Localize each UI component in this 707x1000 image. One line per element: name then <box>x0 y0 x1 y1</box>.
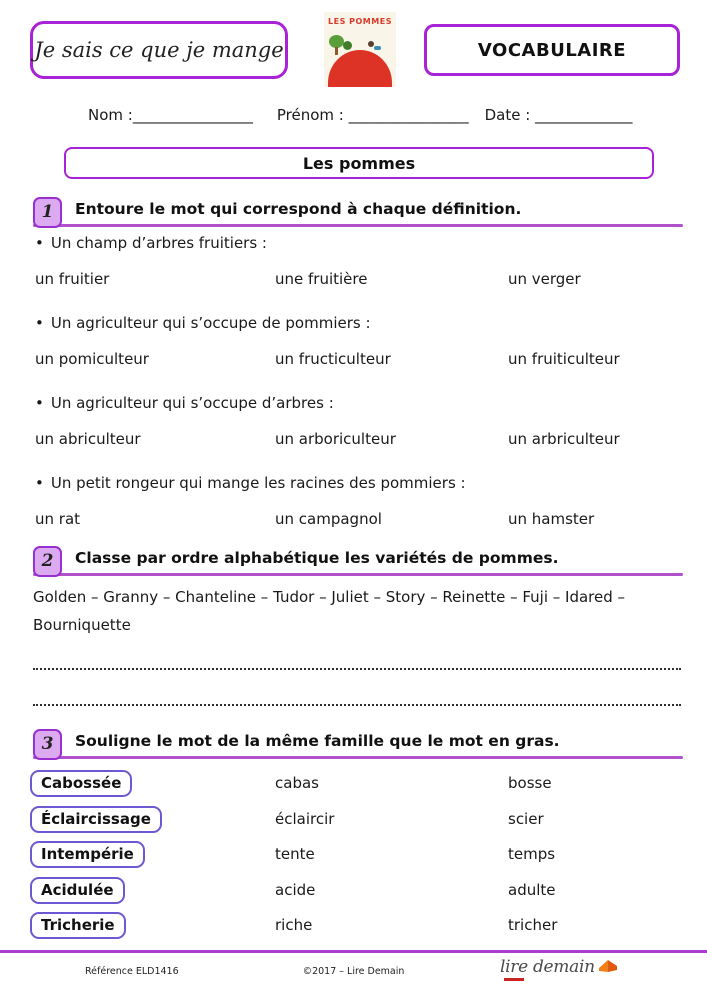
option-word: adulte <box>508 881 556 899</box>
bold-word-box: Éclaircissage <box>30 806 162 833</box>
definition-line <box>35 394 334 412</box>
identity-row <box>88 106 633 124</box>
divider <box>33 573 683 576</box>
option-word: cabas <box>275 774 319 792</box>
bullet-dot: • <box>35 234 44 252</box>
date-field: Date : _____________ <box>484 106 633 124</box>
publisher-logo <box>500 956 650 981</box>
option-word: tricher <box>508 916 558 934</box>
apple-icon <box>328 50 392 87</box>
option-word: un verger <box>508 270 581 288</box>
footer-divider <box>0 950 707 953</box>
option-word: scier <box>508 810 544 828</box>
answer-line <box>33 704 681 706</box>
bullet-dot: • <box>35 394 44 412</box>
child-figure <box>374 46 381 50</box>
exercise3-instruction: Souligne le mot de la même famille que le mot en gras. <box>75 732 560 750</box>
definition-text: Un petit rongeur qui mange les racines des pommiers : <box>50 474 466 492</box>
definition-text: Un agriculteur qui s’occupe d’arbres : <box>50 394 334 412</box>
publisher-logo-text: lire demain <box>500 957 595 977</box>
nom-field: Nom :________________ <box>88 106 253 124</box>
family-row <box>30 875 680 905</box>
option-word: un abriculteur <box>35 430 141 448</box>
definition-line <box>35 314 371 332</box>
worksheet-title: Les pommes <box>302 153 416 173</box>
exercise2-number-badge: 2 <box>33 546 62 577</box>
exercise1-number-badge: 1 <box>33 197 62 228</box>
subject-label: VOCABULAIRE <box>477 39 627 61</box>
open-book-icon <box>597 956 619 978</box>
tree-icon <box>343 41 352 50</box>
tree-trunk <box>335 47 338 55</box>
exercise3-header <box>33 729 683 763</box>
worksheet-title-box <box>64 147 654 179</box>
family-row <box>30 768 680 798</box>
options-row <box>35 270 680 288</box>
option-word: un campagnol <box>275 510 382 528</box>
book-cover-image <box>324 12 396 87</box>
exercise2-header <box>33 546 683 580</box>
definition-text: Un champ d’arbres fruitiers : <box>50 234 267 252</box>
option-word: un rat <box>35 510 81 528</box>
option-word: éclaircir <box>275 810 335 828</box>
exercise2-instruction: Classe par ordre alphabétique les variétés de pommes. <box>75 549 559 567</box>
cover-title: LES POMMES <box>328 17 392 26</box>
slogan-box <box>30 21 288 79</box>
family-row <box>30 839 680 869</box>
options-row <box>35 510 680 528</box>
bullet-dot: • <box>35 474 44 492</box>
child-figure <box>368 41 374 47</box>
definition-line <box>35 234 267 252</box>
slogan-text: Je sais ce que je mange <box>34 38 284 62</box>
definition-line <box>35 474 466 492</box>
exercise1-instruction: Entoure le mot qui correspond à chaque définition. <box>75 200 522 218</box>
exercise3-number-badge: 3 <box>33 729 62 760</box>
exercise1-header <box>33 197 683 231</box>
bullet-dot: • <box>35 314 44 332</box>
bold-word-box: Intempérie <box>30 841 145 868</box>
option-word: un pomiculteur <box>35 350 149 368</box>
definition-text: Un agriculteur qui s’occupe de pommiers : <box>50 314 371 332</box>
divider <box>33 756 683 759</box>
option-word: une fruitière <box>275 270 368 288</box>
option-word: bosse <box>508 774 552 792</box>
family-row <box>30 804 680 834</box>
option-word: un arbriculteur <box>508 430 620 448</box>
option-word: acide <box>275 881 316 899</box>
options-row <box>35 430 680 448</box>
subject-box <box>424 24 680 76</box>
option-word: un fruiticulteur <box>508 350 620 368</box>
option-word: un hamster <box>508 510 595 528</box>
logo-subtext-mark <box>504 978 524 981</box>
prenom-field: Prénom : ________________ <box>276 106 469 124</box>
option-word: temps <box>508 845 556 863</box>
option-word: un fructiculteur <box>275 350 391 368</box>
option-word: riche <box>275 916 313 934</box>
bold-word-box: Tricherie <box>30 912 126 939</box>
reference-code: Référence ELD1416 <box>85 966 179 977</box>
copyright-text: ©2017 – Lire Demain <box>302 966 405 977</box>
option-word: un fruitier <box>35 270 110 288</box>
options-row <box>35 350 680 368</box>
bold-word-box: Cabossée <box>30 770 132 797</box>
divider <box>33 224 683 227</box>
option-word: tente <box>275 845 315 863</box>
family-row <box>30 910 680 940</box>
answer-line <box>33 668 681 670</box>
bold-word-box: Acidulée <box>30 877 125 904</box>
apple-varieties-list: Golden – Granny – Chanteline – Tudor – Juliet – Story – Reinette – Fuji – Idared – Bourniquette <box>33 588 626 634</box>
option-word: un arboriculteur <box>275 430 396 448</box>
